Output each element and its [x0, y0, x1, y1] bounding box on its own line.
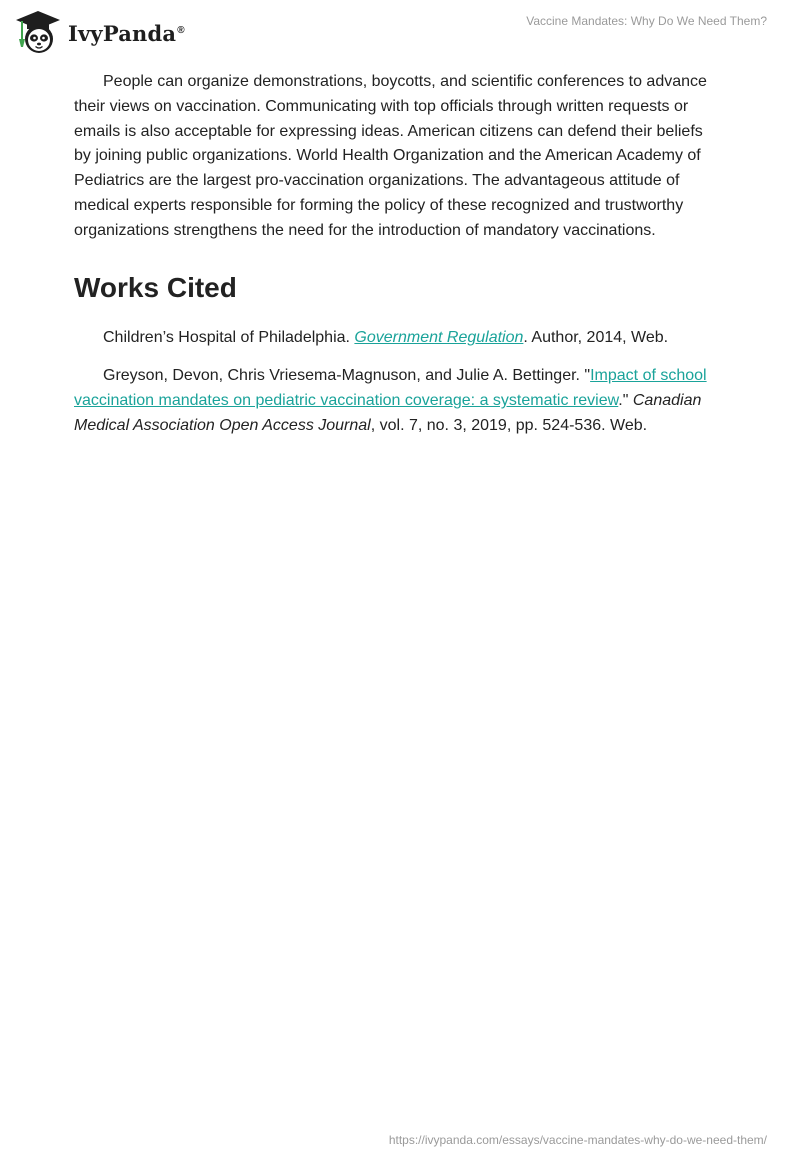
citation-entry: [74, 326, 724, 351]
footer-url[interactable]: https://ivypanda.com/essays/vaccine-mandates-why-do-we-need-them/: [388, 1133, 767, 1147]
citation-link[interactable]: Government Regulation: [354, 328, 524, 346]
ivypanda-logo[interactable]: [14, 8, 185, 56]
citation-text: Children’s Hospital of Philadelphia.: [103, 328, 355, 346]
citation-journal: Canadian Medical Association Open Access Journal: [74, 392, 702, 434]
panda-graduate-icon: [14, 9, 62, 55]
citation-link[interactable]: Impact of school vaccination mandates on pediatric vaccination coverage: a systematic review: [74, 367, 707, 410]
citation-text: Greyson, Devon, Chris Vriesema-Magnuson, and Julie A. Bettinger. ": [103, 367, 591, 385]
page-header: [0, 0, 800, 64]
citation-text: , vol. 7, no. 3, 2019, pp. 524-536. Web.: [370, 416, 648, 434]
document-title: Vaccine Mandates: Why Do We Need Them?: [526, 14, 767, 28]
works-cited-heading: Works Cited: [74, 271, 237, 303]
essay-content: [74, 70, 724, 453]
citation-text: . Author, 2014, Web.: [523, 328, 669, 346]
registered-mark: ®: [177, 24, 185, 36]
citation-text: .": [618, 392, 633, 410]
logo-wordmark: IvyPanda®: [68, 20, 185, 46]
body-paragraph: People can organize demonstrations, boycotts, and scientific conferences to advance their views on vaccination. Communicating with top officials through written requests or emails is also acceptable for expressing ideas. American citizens can defend their beliefs by joining public organizations. World Health Organization and the American Academy of Pediatrics are the largest pro-vaccination organizations. The advantageous attitude of medical experts responsible for forming the policy of these recognized and trustworthy organizations strengthens the need for the introduction of mandatory vaccinations.: [74, 73, 707, 239]
citation-entry: [74, 364, 724, 438]
